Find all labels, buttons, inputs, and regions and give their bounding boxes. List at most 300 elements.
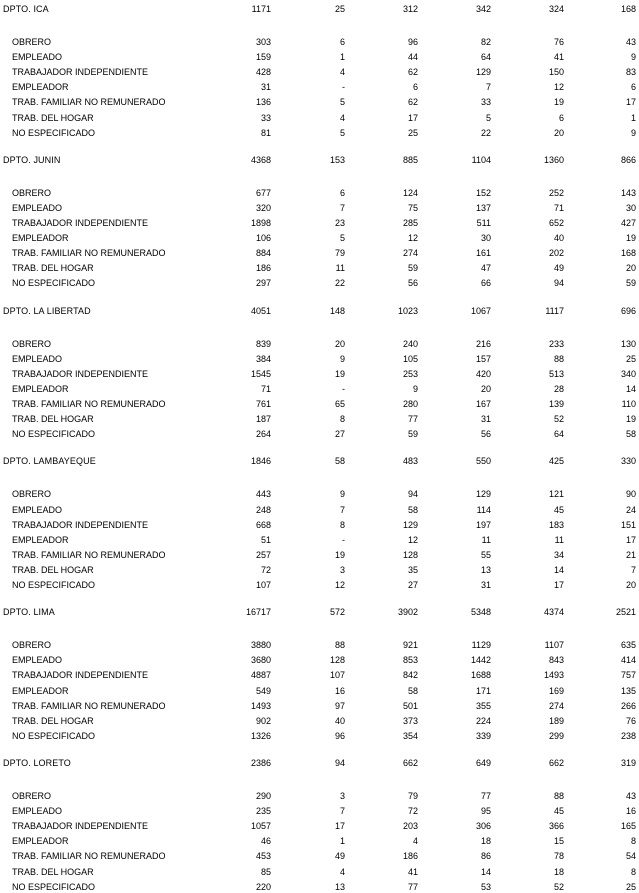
category-label: OBRERO	[12, 489, 52, 500]
department-name: DPTO. ICA	[3, 4, 49, 14]
value-cell-col-1: 320	[255, 202, 271, 213]
value-cell-col-2: -	[342, 383, 345, 394]
category-row	[0, 262, 639, 274]
value-cell-col-5: 15	[553, 836, 564, 847]
value-cell-col-4: 420	[475, 368, 491, 379]
value-cell-col-3: 44	[407, 52, 418, 63]
value-cell-col-5: 34	[553, 549, 564, 560]
value-cell-col-3: 1023	[397, 305, 418, 316]
category-label: TRAB. FAMILIAR NO REMUNERADO	[12, 700, 166, 711]
category-row	[0, 534, 639, 546]
department-total-row	[0, 3, 639, 15]
category-row	[0, 866, 639, 878]
value-cell-col-2: 23	[334, 218, 345, 228]
value-cell-col-4: 1442	[470, 655, 491, 666]
value-cell-col-1: 187	[255, 414, 271, 425]
value-cell-col-3: 72	[407, 806, 418, 817]
value-cell-col-6: 110	[621, 399, 636, 409]
department-total-row	[0, 757, 639, 769]
value-cell-col-3: 128	[402, 549, 418, 560]
value-cell-col-1: 136	[255, 97, 271, 108]
category-row	[0, 805, 639, 817]
value-cell-col-4: 224	[475, 715, 491, 726]
value-cell-col-5: 324	[548, 4, 564, 14]
value-cell-col-1: 257	[255, 549, 271, 560]
value-cell-col-3: 62	[407, 97, 418, 108]
value-cell-col-2: 3	[339, 791, 345, 801]
value-cell-col-3: 41	[407, 866, 418, 877]
category-row	[0, 428, 639, 440]
value-cell-col-2: 128	[329, 655, 345, 666]
category-row	[0, 81, 639, 93]
value-cell-col-2: 40	[334, 715, 345, 726]
category-label: EMPLEADO	[12, 52, 63, 63]
value-cell-col-2: 9	[339, 489, 345, 500]
category-row	[0, 187, 639, 199]
value-cell-col-4: 152	[475, 187, 491, 198]
value-cell-col-3: 12	[407, 534, 418, 545]
value-cell-col-1: 3680	[250, 655, 271, 666]
value-cell-col-3: 59	[407, 263, 418, 274]
value-cell-col-3: 853	[402, 655, 418, 666]
value-cell-col-6: 24	[625, 504, 636, 515]
value-cell-col-1: 106	[255, 233, 271, 244]
category-label: TRAB. DEL HOGAR	[12, 112, 94, 123]
category-row	[0, 112, 639, 124]
category-row	[0, 504, 639, 516]
category-label: EMPLEADOR	[12, 836, 69, 847]
value-cell-col-6: 151	[620, 519, 636, 530]
category-row	[0, 564, 639, 576]
category-row	[0, 850, 639, 862]
value-cell-col-5: 139	[548, 399, 564, 409]
category-label: EMPLEADO	[12, 202, 63, 213]
value-cell-col-1: 677	[255, 187, 271, 198]
value-cell-col-1: 4368	[250, 154, 271, 165]
category-label: EMPLEADO	[12, 504, 63, 515]
value-cell-col-5: 88	[553, 353, 564, 364]
value-cell-col-1: 51	[260, 534, 271, 545]
category-label: TRAB. FAMILIAR NO REMUNERADO	[12, 549, 166, 560]
value-cell-col-2: 6	[339, 37, 345, 47]
value-cell-col-5: 843	[548, 655, 564, 666]
value-cell-col-3: 58	[407, 685, 418, 696]
category-label: TRAB. DEL HOGAR	[12, 564, 94, 575]
value-cell-col-6: 9	[630, 127, 636, 138]
value-cell-col-5: 652	[548, 218, 564, 228]
value-cell-col-2: 4	[339, 866, 345, 877]
value-cell-col-5: 6	[558, 112, 564, 123]
value-cell-col-1: 303	[255, 37, 271, 47]
value-cell-col-6: 19	[625, 233, 636, 244]
value-cell-col-5: 189	[548, 715, 564, 726]
value-cell-col-4: 20	[480, 383, 491, 394]
value-cell-col-3: 56	[407, 278, 418, 289]
value-cell-col-1: 81	[260, 127, 271, 138]
category-row	[0, 639, 639, 651]
value-cell-col-1: 1171	[251, 4, 271, 14]
value-cell-col-6: 58	[625, 429, 636, 440]
category-row	[0, 96, 639, 108]
category-label: OBRERO	[12, 187, 52, 198]
value-cell-col-2: 96	[334, 730, 345, 741]
category-label: EMPLEADOR	[12, 383, 69, 394]
value-cell-col-5: 252	[548, 187, 564, 198]
value-cell-col-6: 9	[630, 52, 636, 63]
value-cell-col-2: 5	[339, 233, 345, 244]
value-cell-col-3: 62	[407, 67, 418, 78]
value-cell-col-5: 18	[553, 866, 564, 877]
value-cell-col-4: 306	[475, 821, 491, 832]
value-cell-col-6: 16	[625, 806, 636, 817]
value-cell-col-6: 17	[625, 97, 636, 108]
value-cell-col-5: 121	[548, 489, 564, 500]
value-cell-col-3: 35	[407, 564, 418, 575]
value-cell-col-1: 839	[255, 338, 271, 349]
value-cell-col-4: 550	[475, 456, 491, 467]
value-cell-col-4: 86	[480, 851, 491, 862]
value-cell-col-3: 280	[402, 399, 418, 409]
value-cell-col-6: 143	[620, 187, 636, 198]
value-cell-col-5: 14	[553, 564, 564, 575]
value-cell-col-5: 41	[553, 52, 564, 63]
value-cell-col-5: 1117	[545, 305, 564, 316]
category-label: OBRERO	[12, 791, 52, 801]
category-label: NO ESPECIFICADO	[12, 429, 96, 440]
value-cell-col-1: 33	[260, 112, 271, 123]
value-cell-col-2: 7	[339, 806, 345, 817]
value-cell-col-1: 71	[260, 383, 271, 394]
value-cell-col-6: 8	[630, 866, 636, 877]
value-cell-col-6: 635	[620, 640, 636, 651]
category-label: TRABAJADOR INDEPENDIENTE	[12, 519, 149, 530]
value-cell-col-6: 25	[625, 881, 636, 892]
category-row	[0, 353, 639, 365]
value-cell-col-4: 18	[480, 836, 491, 847]
category-label: TRAB. DEL HOGAR	[12, 263, 94, 274]
category-row	[0, 232, 639, 244]
category-row	[0, 881, 639, 893]
value-cell-col-4: 22	[480, 127, 491, 138]
category-row	[0, 36, 639, 48]
value-cell-col-2: 49	[334, 851, 345, 862]
value-cell-col-6: 757	[620, 670, 636, 681]
value-cell-col-5: 513	[548, 368, 564, 379]
value-cell-col-3: 662	[402, 758, 418, 768]
value-cell-col-1: 428	[255, 67, 271, 78]
value-cell-col-1: 159	[255, 52, 271, 63]
value-cell-col-1: 186	[255, 263, 271, 274]
value-cell-col-5: 366	[548, 821, 564, 832]
value-cell-col-3: 75	[407, 202, 418, 213]
category-row	[0, 488, 639, 500]
value-cell-col-4: 1067	[470, 305, 491, 316]
value-cell-col-2: 65	[334, 399, 345, 409]
value-cell-col-4: 53	[480, 881, 491, 892]
category-row	[0, 383, 639, 395]
value-cell-col-5: 78	[553, 851, 564, 862]
value-cell-col-4: 82	[480, 37, 491, 47]
value-cell-col-6: 238	[620, 730, 636, 741]
value-cell-col-1: 668	[255, 519, 271, 530]
category-row	[0, 413, 639, 425]
category-row	[0, 66, 639, 78]
category-label: TRABAJADOR INDEPENDIENTE	[12, 670, 149, 681]
value-cell-col-1: 1057	[250, 821, 271, 832]
value-cell-col-3: 240	[402, 338, 418, 349]
value-cell-col-5: 52	[553, 414, 564, 425]
value-cell-col-2: 4	[339, 112, 345, 123]
value-cell-col-4: 56	[480, 429, 491, 440]
value-cell-col-6: 414	[620, 655, 636, 666]
value-cell-col-2: 4	[339, 67, 345, 78]
value-cell-col-2: 1	[339, 52, 345, 63]
category-label: NO ESPECIFICADO	[12, 278, 96, 289]
value-cell-col-4: 649	[475, 758, 491, 768]
value-cell-col-3: 842	[402, 670, 418, 681]
category-row	[0, 730, 639, 742]
value-cell-col-1: 884	[255, 248, 271, 259]
value-cell-col-2: 19	[334, 549, 345, 560]
value-cell-col-6: 130	[620, 338, 636, 349]
value-cell-col-4: 216	[475, 338, 491, 349]
value-cell-col-1: 31	[260, 82, 271, 93]
value-cell-col-4: 13	[480, 564, 491, 575]
category-label: TRAB. FAMILIAR NO REMUNERADO	[12, 97, 166, 108]
value-cell-col-2: 7	[339, 504, 345, 515]
value-cell-col-6: 165	[620, 821, 636, 832]
value-cell-col-2: 153	[329, 154, 345, 165]
value-cell-col-5: 64	[553, 429, 564, 440]
value-cell-col-1: 1846	[250, 456, 271, 467]
value-cell-col-5: 20	[553, 127, 564, 138]
value-cell-col-5: 299	[548, 730, 564, 741]
value-cell-col-3: 124	[402, 187, 418, 198]
value-cell-col-1: 72	[260, 564, 271, 575]
value-cell-col-4: 137	[475, 202, 491, 213]
category-label: EMPLEADOR	[12, 82, 69, 93]
value-cell-col-3: 885	[402, 154, 418, 165]
value-cell-col-4: 161	[475, 248, 491, 259]
value-cell-col-1: 384	[255, 353, 271, 364]
value-cell-col-5: 1360	[543, 154, 564, 165]
value-cell-col-3: 25	[407, 127, 418, 138]
category-row	[0, 277, 639, 289]
category-row	[0, 700, 639, 712]
category-row	[0, 835, 639, 847]
value-cell-col-5: 76	[553, 37, 564, 47]
category-label: NO ESPECIFICADO	[12, 730, 96, 741]
value-cell-col-3: 129	[402, 519, 418, 530]
value-cell-col-6: 340	[620, 368, 636, 379]
value-cell-col-1: 443	[255, 489, 271, 500]
value-cell-col-5: 28	[553, 383, 564, 394]
value-cell-col-6: 135	[620, 685, 636, 696]
value-cell-col-5: 17	[553, 580, 564, 590]
value-cell-col-2: 9	[339, 353, 345, 364]
value-cell-col-1: 4887	[250, 670, 271, 681]
department-total-row	[0, 154, 639, 166]
value-cell-col-4: 77	[480, 791, 491, 801]
category-label: TRABAJADOR INDEPENDIENTE	[12, 368, 149, 379]
value-cell-col-4: 31	[480, 580, 491, 590]
department-total-row	[0, 606, 639, 618]
value-cell-col-5: 183	[548, 519, 564, 530]
category-row	[0, 715, 639, 727]
value-cell-col-5: 4374	[543, 607, 564, 618]
category-label: EMPLEADOR	[12, 534, 69, 545]
value-cell-col-5: 45	[553, 806, 564, 817]
value-cell-col-5: 1493	[543, 670, 564, 681]
value-cell-col-6: 54	[625, 851, 636, 862]
value-cell-col-2: 572	[329, 607, 345, 618]
value-cell-col-4: 64	[480, 52, 491, 63]
category-label: TRABAJADOR INDEPENDIENTE	[12, 821, 149, 832]
value-cell-col-3: 312	[402, 4, 418, 14]
value-cell-col-5: 12	[553, 82, 564, 93]
department-name: DPTO. LORETO	[3, 758, 71, 768]
value-cell-col-6: 7	[630, 564, 636, 575]
value-cell-col-2: 148	[329, 305, 345, 316]
category-label: EMPLEADO	[12, 655, 63, 666]
value-cell-col-1: 297	[255, 278, 271, 289]
category-label: EMPLEADOR	[12, 233, 69, 244]
value-cell-col-3: 79	[407, 791, 418, 801]
value-cell-col-4: 5	[485, 112, 491, 123]
value-cell-col-5: 1107	[544, 640, 564, 651]
category-row	[0, 669, 639, 681]
value-cell-col-5: 52	[553, 881, 564, 892]
value-cell-col-1: 264	[255, 429, 271, 440]
category-row	[0, 51, 639, 63]
value-cell-col-3: 12	[407, 233, 418, 244]
value-cell-col-6: 19	[625, 414, 636, 425]
value-cell-col-3: 105	[402, 353, 418, 364]
value-cell-col-6: 30	[625, 202, 636, 213]
value-cell-col-1: 235	[255, 806, 271, 817]
category-label: TRAB. DEL HOGAR	[12, 715, 94, 726]
value-cell-col-3: 17	[407, 112, 418, 123]
value-cell-col-6: 83	[625, 67, 636, 78]
category-row	[0, 820, 639, 832]
value-cell-col-6: 696	[620, 305, 636, 316]
value-cell-col-6: 866	[620, 154, 636, 165]
value-cell-col-6: 6	[630, 82, 636, 93]
department-name: DPTO. LIMA	[3, 607, 55, 618]
category-label: EMPLEADOR	[12, 685, 69, 696]
value-cell-col-2: 107	[329, 670, 345, 681]
value-cell-col-3: 285	[402, 218, 418, 228]
value-cell-col-5: 11	[554, 534, 564, 545]
value-cell-col-4: 11	[481, 534, 491, 545]
value-cell-col-3: 77	[407, 414, 418, 425]
value-cell-col-3: 6	[412, 82, 418, 93]
value-cell-col-2: 58	[334, 456, 345, 467]
department-total-row	[0, 305, 639, 317]
value-cell-col-5: 49	[553, 263, 564, 274]
value-cell-col-1: 549	[255, 685, 271, 696]
category-label: TRABAJADOR INDEPENDIENTE	[12, 218, 149, 228]
value-cell-col-6: 266	[620, 700, 636, 711]
value-cell-col-6: 2521	[615, 607, 636, 618]
category-label: TRAB. FAMILIAR NO REMUNERADO	[12, 399, 166, 409]
value-cell-col-1: 1326	[250, 730, 271, 741]
value-cell-col-6: 43	[625, 37, 636, 47]
category-row	[0, 549, 639, 561]
department-name: DPTO. LAMBAYEQUE	[3, 456, 96, 467]
value-cell-col-5: 40	[553, 233, 564, 244]
value-cell-col-4: 114	[476, 504, 491, 515]
value-cell-col-6: 90	[625, 489, 636, 500]
category-row	[0, 398, 639, 410]
value-cell-col-2: 13	[334, 881, 345, 892]
value-cell-col-4: 1129	[471, 640, 491, 651]
value-cell-col-6: 168	[620, 248, 636, 259]
value-cell-col-2: 88	[334, 640, 345, 651]
category-row	[0, 654, 639, 666]
value-cell-col-5: 233	[548, 338, 564, 349]
value-cell-col-1: 85	[260, 866, 271, 877]
value-cell-col-1: 16717	[245, 607, 271, 618]
category-label: EMPLEADO	[12, 806, 63, 817]
value-cell-col-2: -	[342, 82, 345, 93]
value-cell-col-6: 319	[620, 758, 636, 768]
value-cell-col-4: 129	[475, 489, 491, 500]
value-cell-col-3: 373	[402, 715, 418, 726]
value-cell-col-6: 330	[620, 456, 636, 467]
category-label: NO ESPECIFICADO	[12, 580, 96, 590]
category-label: TRAB. FAMILIAR NO REMUNERADO	[12, 851, 166, 862]
value-cell-col-4: 171	[475, 685, 491, 696]
value-cell-col-3: 4	[412, 836, 418, 847]
category-row	[0, 579, 639, 591]
value-cell-col-1: 290	[255, 791, 271, 801]
value-cell-col-2: 20	[334, 338, 345, 349]
value-cell-col-3: 94	[407, 489, 418, 500]
value-cell-col-1: 4051	[250, 305, 271, 316]
value-cell-col-1: 46	[260, 836, 271, 847]
value-cell-col-3: 203	[402, 821, 418, 832]
value-cell-col-4: 129	[475, 67, 491, 78]
value-cell-col-4: 197	[475, 519, 491, 530]
value-cell-col-1: 3880	[250, 640, 271, 651]
value-cell-col-4: 157	[475, 353, 491, 364]
value-cell-col-1: 1493	[250, 700, 271, 711]
value-cell-col-2: 16	[334, 685, 345, 696]
value-cell-col-3: 186	[402, 851, 418, 862]
value-cell-col-4: 342	[475, 4, 491, 14]
value-cell-col-2: 1	[339, 836, 345, 847]
value-cell-col-6: 168	[620, 4, 636, 14]
value-cell-col-4: 167	[475, 399, 491, 409]
value-cell-col-4: 14	[480, 866, 491, 877]
value-cell-col-5: 45	[553, 504, 564, 515]
value-cell-col-5: 71	[553, 202, 564, 213]
value-cell-col-3: 274	[402, 248, 418, 259]
value-cell-col-2: 17	[334, 821, 345, 832]
value-cell-col-6: 76	[625, 715, 636, 726]
value-cell-col-1: 2386	[250, 758, 271, 768]
value-cell-col-3: 253	[402, 368, 418, 379]
value-cell-col-2: 5	[339, 97, 345, 108]
category-label: NO ESPECIFICADO	[12, 881, 96, 892]
value-cell-col-2: 27	[334, 429, 345, 440]
value-cell-col-5: 94	[553, 278, 564, 289]
category-row	[0, 127, 639, 139]
value-cell-col-4: 33	[480, 97, 491, 108]
category-label: OBRERO	[12, 37, 52, 47]
value-cell-col-4: 30	[480, 233, 491, 244]
